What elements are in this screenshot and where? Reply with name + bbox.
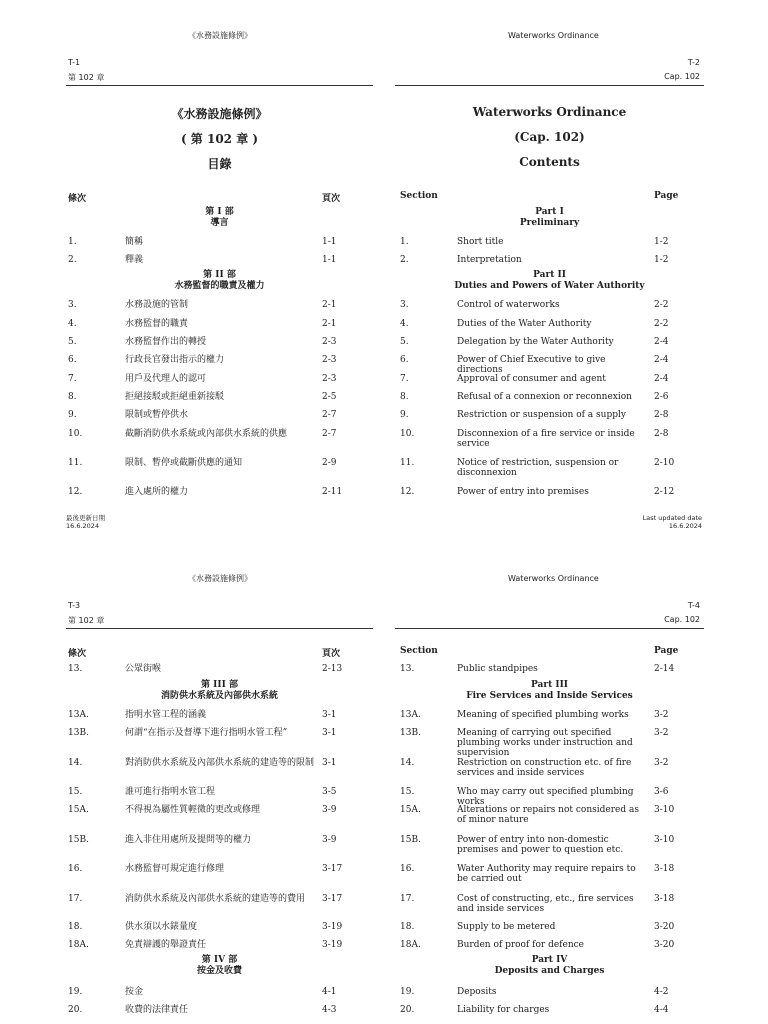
section-title: Power of entry into premises: [457, 487, 589, 497]
page-reference: 2-3: [322, 337, 337, 347]
page-reference: 2-8: [654, 410, 669, 420]
page-reference: 2-4: [654, 355, 669, 365]
right-header-rule: [395, 628, 704, 629]
section-title: Interpretation: [457, 255, 522, 265]
section-title: Supply to be metered: [457, 922, 556, 932]
section-column-header-zh: 條次: [68, 194, 87, 204]
section-number: 15B.: [68, 835, 89, 845]
section-number: 14.: [400, 758, 415, 768]
page-reference: 2-2: [654, 319, 669, 329]
section-title: Delegation by the Water Authority: [457, 337, 614, 347]
section-title: 水務監督的職責: [125, 319, 189, 329]
section-number: 13.: [400, 664, 415, 674]
page-reference: 3-20: [654, 940, 675, 950]
section-title: Liability for charges: [457, 1005, 550, 1015]
page-column-header-en: Page: [654, 646, 679, 656]
section-number: 3.: [400, 300, 409, 310]
section-number: 5.: [68, 337, 77, 347]
running-header-zh: 《水務設施條例》: [188, 31, 252, 40]
section-number: 3.: [68, 300, 77, 310]
section-title: 限制或暫停供水: [125, 410, 189, 420]
section-title: 釋義: [125, 255, 144, 265]
section-column-header-en: Section: [400, 646, 438, 656]
title-zh: 《水務設施條例》: [171, 107, 268, 121]
section-number: 15.: [68, 787, 83, 797]
section-title: 水務監督作出的轉授: [125, 337, 207, 347]
section-title: 水務設施的管制: [125, 300, 189, 310]
page-column-header-en: Page: [654, 191, 679, 201]
section-number: 14.: [68, 758, 83, 768]
page-reference: 1-2: [654, 237, 669, 247]
section-title: Refusal of a connexion or reconnexion: [457, 392, 632, 402]
section-number: 12.: [68, 487, 83, 497]
section-number: 11.: [68, 458, 83, 468]
part-number: Part II: [533, 270, 566, 280]
page-reference: 2-10: [654, 458, 675, 468]
running-header-en: Waterworks Ordinance: [508, 31, 599, 40]
page-reference: 3-1: [322, 728, 337, 738]
part-title: Duties and Powers of Water Authority: [454, 281, 645, 291]
section-title: Meaning of carrying out specified plumbing works under instruction and supervision: [457, 728, 633, 758]
part-title: 導言: [210, 218, 229, 228]
right-header-rule: [395, 85, 704, 86]
running-header-en: Waterworks Ordinance: [508, 574, 599, 583]
page-reference: 3-2: [654, 728, 669, 738]
right-page-number: T-4: [687, 601, 700, 610]
section-title: Alterations or repairs not considered as of minor nature: [457, 805, 639, 825]
page-reference: 2-1: [322, 319, 337, 329]
last-updated-en: [643, 514, 702, 530]
page-reference: 2-7: [322, 429, 337, 439]
section-title: Restriction or suspension of a supply: [457, 410, 626, 420]
page-reference: 4-3: [322, 1005, 337, 1015]
left-header-rule: [66, 628, 373, 629]
section-title: 誰可進行指明水管工程: [125, 787, 216, 797]
section-number: 7.: [400, 374, 409, 384]
section-title: Power of Chief Executive to give directions: [457, 355, 606, 375]
page-reference: 3-18: [654, 894, 675, 904]
page-reference: 3-17: [322, 894, 343, 904]
section-title: Burden of proof for defence: [457, 940, 584, 950]
page-reference: 3-9: [322, 835, 337, 845]
left-chapter-label: 第 102 章: [68, 73, 105, 82]
left-chapter-label: 第 102 章: [68, 616, 105, 625]
part-heading-en: [395, 955, 704, 977]
section-number: 6.: [68, 355, 77, 365]
page-reference: 3-9: [322, 805, 337, 815]
section-number: 13B.: [68, 728, 89, 738]
title-en: Waterworks Ordinance: [472, 105, 627, 119]
page-reference: 3-5: [322, 787, 337, 797]
part-heading-zh: [66, 680, 373, 702]
page-reference: 4-4: [654, 1005, 669, 1015]
section-number: 19.: [68, 987, 83, 997]
section-number: 15A.: [68, 805, 89, 815]
part-heading-en: [395, 680, 704, 702]
last-updated-zh: [66, 514, 105, 530]
page-reference: 2-5: [322, 392, 337, 402]
section-number: 9.: [400, 410, 409, 420]
section-number: 18A.: [400, 940, 421, 950]
section-title: Public standpipes: [457, 664, 538, 674]
page-reference: 3-19: [322, 940, 343, 950]
page-reference: 3-2: [654, 758, 669, 768]
section-number: 16.: [400, 864, 415, 874]
page-reference: 2-11: [322, 487, 343, 497]
section-title: 不得視為屬性質輕微的更改或修理: [125, 805, 261, 815]
page-reference: 2-7: [322, 410, 337, 420]
section-number: 9.: [68, 410, 77, 420]
contents-heading-zh: 目錄: [207, 157, 232, 171]
contents-heading-en: Contents: [519, 155, 580, 169]
left-page-number: T-3: [68, 601, 81, 610]
section-title: 免責辯護的舉證責任: [125, 940, 207, 950]
page-reference: 2-14: [654, 664, 675, 674]
section-title: Duties of the Water Authority: [457, 319, 592, 329]
section-title: 按金: [125, 987, 144, 997]
page-reference: 1-1: [322, 237, 337, 247]
last-updated-label: Last updated date: [642, 514, 702, 522]
running-header-zh: 《水務設施條例》: [188, 574, 252, 583]
section-number: 10.: [400, 429, 415, 439]
section-number: 10.: [68, 429, 83, 439]
page-reference: 3-20: [654, 922, 675, 932]
last-updated-label: 最後更新日期: [66, 514, 105, 522]
section-number: 11.: [400, 458, 415, 468]
page-reference: 3-1: [322, 710, 337, 720]
section-number: 13B.: [400, 728, 421, 738]
section-number: 2.: [68, 255, 77, 265]
page-reference: 3-19: [322, 922, 343, 932]
part-number: 第 II 部: [203, 270, 236, 280]
part-title: Preliminary: [519, 218, 580, 228]
section-number: 17.: [400, 894, 415, 904]
section-title: Deposits: [457, 987, 497, 997]
page-reference: 2-4: [654, 374, 669, 384]
page-reference: 2-3: [322, 355, 337, 365]
part-number: Part I: [535, 207, 564, 217]
section-title: Disconnexion of a fire service or inside service: [457, 429, 635, 449]
page-reference: 1-1: [322, 255, 337, 265]
section-number: 6.: [400, 355, 409, 365]
part-heading-en: [395, 270, 704, 292]
page-reference: 3-10: [654, 805, 675, 815]
section-number: 2.: [400, 255, 409, 265]
chapter-en: (Cap. 102): [514, 130, 585, 144]
section-number: 1.: [400, 237, 409, 247]
section-title: 水務監督可規定進行修理: [125, 864, 225, 874]
page-reference: 3-6: [654, 787, 669, 797]
section-title: 截斷消防供水系統或內部供水系統的供應: [125, 429, 288, 439]
section-title: 指明水管工程的涵義: [125, 710, 207, 720]
section-number: 4.: [400, 319, 409, 329]
page-reference: 4-2: [654, 987, 669, 997]
section-title: 公眾街喉: [125, 664, 162, 674]
page-reference: 3-17: [322, 864, 343, 874]
section-number: 4.: [68, 319, 77, 329]
section-column-header-zh: 條次: [68, 649, 87, 659]
section-title: 用戶及代理人的認可: [125, 374, 207, 384]
section-number: 8.: [68, 392, 77, 402]
section-title: Who may carry out specified plumbing works: [457, 787, 634, 807]
section-number: 18.: [68, 922, 83, 932]
left-page-number: T-1: [68, 58, 81, 67]
section-number: 15A.: [400, 805, 421, 815]
section-title: 進入處所的權力: [125, 487, 189, 497]
section-title: Cost of constructing, etc., fire services and inside services: [457, 894, 634, 914]
part-number: 第 IV 部: [201, 955, 238, 965]
page-reference: 3-2: [654, 710, 669, 720]
page-reference: 3-1: [322, 758, 337, 768]
page-reference: 3-10: [654, 835, 675, 845]
part-title: Deposits and Charges: [494, 966, 605, 976]
page-reference: 2-1: [322, 300, 337, 310]
page-reference: 2-8: [654, 429, 669, 439]
page-reference: 2-9: [322, 458, 337, 468]
right-page-number: T-2: [687, 58, 700, 67]
section-number: 17.: [68, 894, 83, 904]
section-title: 行政長官發出指示的權力: [125, 355, 225, 365]
right-chapter-label: Cap. 102: [664, 72, 700, 81]
section-number: 7.: [68, 374, 77, 384]
page-reference: 2-2: [654, 300, 669, 310]
section-title: 收費的法律責任: [125, 1005, 189, 1015]
part-title: 消防供水系統及內部供水系統: [160, 691, 278, 701]
section-number: 18A.: [68, 940, 89, 950]
part-title: 水務監督的職責及權力: [174, 281, 265, 291]
section-title: 供水須以水錶量度: [125, 922, 198, 932]
section-title: Approval of consumer and agent: [457, 374, 606, 384]
section-title: 限制、暫停或截斷供應的通知: [125, 458, 243, 468]
section-number: 20.: [400, 1005, 415, 1015]
page-reference: 2-6: [654, 392, 669, 402]
section-number: 13A.: [400, 710, 421, 720]
section-number: 5.: [400, 337, 409, 347]
section-title: Water Authority may require repairs to be carried out: [457, 864, 636, 884]
section-number: 20.: [68, 1005, 83, 1015]
section-title: 消防供水系統及內部供水系統的建造等的費用: [125, 894, 306, 904]
page-reference: 2-4: [654, 337, 669, 347]
part-title: 按金及收費: [196, 966, 242, 976]
section-title: 拒絕接駁或拒絕重新接駁: [125, 392, 225, 402]
section-title: Restriction on construction etc. of fire services and inside services: [457, 758, 632, 778]
section-title: Power of entry into non-domestic premises and power to question etc.: [457, 835, 624, 855]
section-title: 簡稱: [125, 237, 144, 247]
page-reference: 3-18: [654, 864, 675, 874]
part-number: 第 III 部: [201, 680, 238, 690]
part-title: Fire Services and Inside Services: [466, 691, 633, 701]
section-number: 16.: [68, 864, 83, 874]
section-number: 12.: [400, 487, 415, 497]
part-number: 第 I 部: [205, 207, 234, 217]
page-column-header-zh: 頁次: [322, 194, 341, 204]
section-number: 15B.: [400, 835, 421, 845]
part-number: Part IV: [531, 955, 568, 965]
section-number: 13.: [68, 664, 83, 674]
left-header-rule: [66, 85, 373, 86]
section-title: 何謂“在指示及督導下進行指明水管工程”: [125, 728, 288, 738]
section-number: 15.: [400, 787, 415, 797]
section-title: 對消防供水系統及內部供水系統的建造等的限制: [125, 758, 315, 768]
section-title: Control of waterworks: [457, 300, 560, 310]
section-number: 13A.: [68, 710, 89, 720]
chapter-zh: ( 第 102 章 ): [180, 132, 259, 146]
section-title: 進入非住用處所及提問等的權力: [125, 835, 252, 845]
page-reference: 1-2: [654, 255, 669, 265]
page-reference: 2-13: [322, 664, 343, 674]
section-number: 19.: [400, 987, 415, 997]
section-title: Short title: [457, 237, 504, 247]
right-chapter-label: Cap. 102: [664, 615, 700, 624]
page-column-header-zh: 頁次: [322, 649, 341, 659]
section-title: Meaning of specified plumbing works: [457, 710, 629, 720]
last-updated-date: 16.6.2024: [66, 522, 100, 530]
section-number: 18.: [400, 922, 415, 932]
part-heading-zh: [66, 955, 373, 977]
part-number: Part III: [530, 680, 569, 690]
page-reference: 2-12: [654, 487, 675, 497]
section-column-header-en: Section: [400, 191, 438, 201]
section-number: 8.: [400, 392, 409, 402]
part-heading-zh: [66, 207, 373, 229]
section-number: 1.: [68, 237, 77, 247]
part-heading-en: [395, 207, 704, 229]
page-reference: 4-1: [322, 987, 337, 997]
part-heading-zh: [66, 270, 373, 292]
last-updated-date: 16.6.2024: [668, 522, 702, 530]
page-reference: 2-3: [322, 374, 337, 384]
section-title: Notice of restriction, suspension or disconnexion: [457, 458, 619, 478]
